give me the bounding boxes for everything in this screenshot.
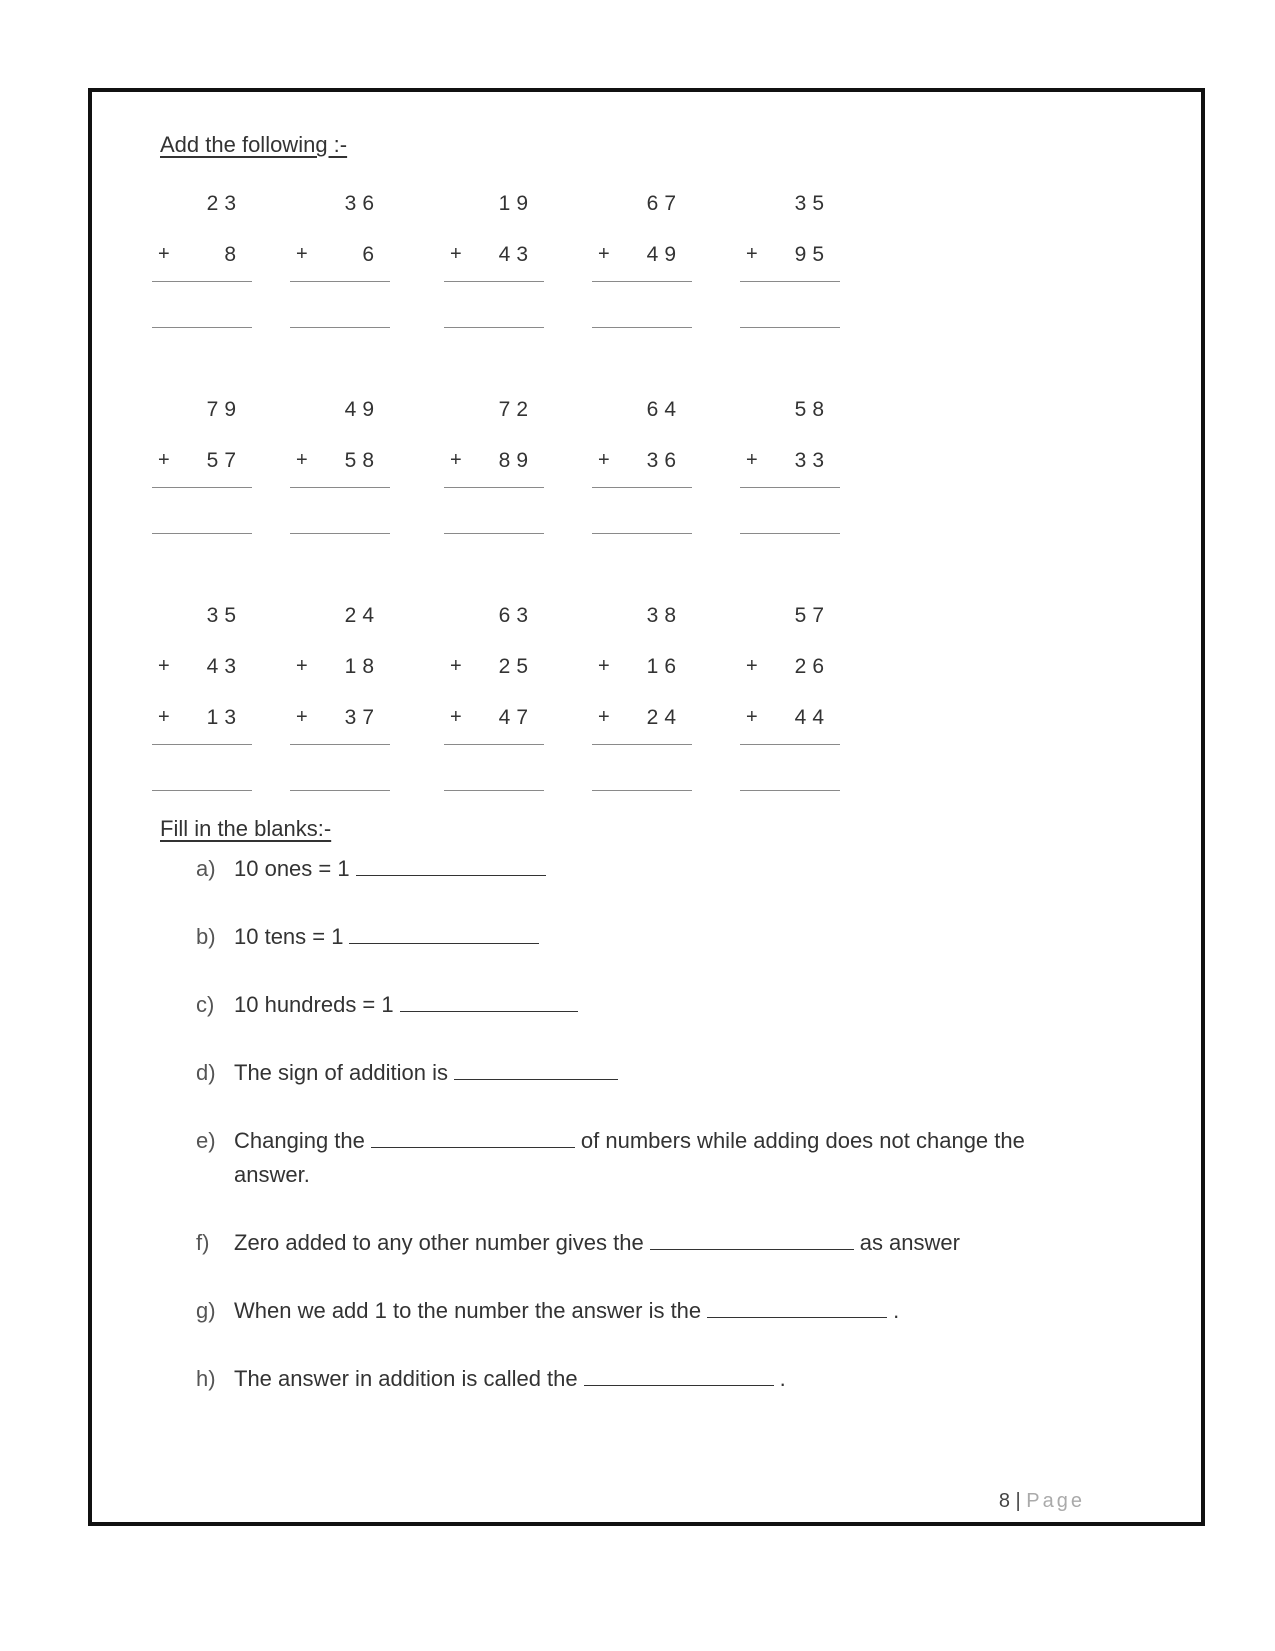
addend: 95 — [794, 243, 830, 266]
item-letter: e) — [196, 1128, 216, 1153]
sum-rule — [152, 281, 252, 282]
addend: 57 — [206, 449, 242, 472]
add-heading: Add the following :- — [160, 132, 348, 157]
addend: 19 — [498, 192, 534, 215]
addend: 57 — [794, 604, 830, 627]
item-text: The sign of addition is — [234, 1060, 449, 1085]
sum-rule — [290, 744, 390, 745]
fill-heading: Fill in the blanks:- — [160, 816, 332, 841]
fill-blank-item — [196, 856, 552, 882]
addition-problem — [152, 192, 262, 392]
fill-blank-item — [196, 1128, 1025, 1154]
answer-line[interactable] — [740, 327, 840, 328]
addend: 35 — [794, 192, 830, 215]
sum-rule — [592, 744, 692, 745]
addend: 33 — [794, 449, 830, 472]
addend: 23 — [206, 192, 242, 215]
addition-problem — [152, 604, 262, 804]
addition-problem — [290, 192, 400, 392]
addition-problem — [592, 398, 702, 598]
addend: 44 — [794, 706, 830, 729]
answer-line[interactable] — [444, 790, 544, 791]
addend: 36 — [646, 449, 682, 472]
addition-problem — [592, 604, 702, 804]
addition-problem — [152, 398, 262, 598]
blank-line[interactable] — [454, 1061, 618, 1080]
item-letter: c) — [196, 992, 215, 1017]
page-word: Page — [1026, 1490, 1085, 1512]
page-separator: | — [1015, 1490, 1021, 1512]
addend: 79 — [206, 398, 242, 421]
answer-line[interactable] — [592, 790, 692, 791]
answer-line[interactable] — [740, 790, 840, 791]
blank-line[interactable] — [584, 1367, 774, 1386]
blank-line[interactable] — [349, 925, 539, 944]
item-letter: d) — [196, 1060, 216, 1085]
addition-problem — [592, 192, 702, 392]
addend: 43 — [498, 243, 534, 266]
blank-line[interactable] — [650, 1231, 854, 1250]
addition-problem — [740, 192, 850, 392]
answer-line[interactable] — [152, 533, 252, 534]
sum-rule — [444, 281, 544, 282]
plus-sign: + — [450, 655, 462, 677]
fill-blank-item — [196, 1298, 899, 1324]
addend: 67 — [646, 192, 682, 215]
plus-sign: + — [598, 243, 610, 265]
sum-rule — [290, 281, 390, 282]
fill-blank-item — [196, 924, 545, 950]
item-text: The answer in addition is called the — [234, 1366, 578, 1391]
plus-sign: + — [296, 243, 308, 265]
item-letter: a) — [196, 856, 216, 881]
item-letter: b) — [196, 924, 216, 949]
plus-sign: + — [158, 706, 170, 728]
plus-sign: + — [158, 449, 170, 471]
plus-sign: + — [450, 706, 462, 728]
answer-line[interactable] — [290, 790, 390, 791]
plus-sign: + — [598, 449, 610, 471]
addition-problem — [740, 604, 850, 804]
plus-sign: + — [296, 706, 308, 728]
item-text: Zero added to any other number gives the — [234, 1230, 644, 1255]
addend: 37 — [344, 706, 380, 729]
addend: 38 — [646, 604, 682, 627]
addend: 6 — [362, 243, 380, 266]
answer-line[interactable] — [444, 327, 544, 328]
addend: 18 — [344, 655, 380, 678]
sum-rule — [290, 487, 390, 488]
answer-line[interactable] — [592, 533, 692, 534]
item-letter: f) — [196, 1230, 210, 1255]
plus-sign: + — [296, 655, 308, 677]
page-number: 8 — [998, 1490, 1010, 1512]
answer-line[interactable] — [152, 327, 252, 328]
addend: 26 — [794, 655, 830, 678]
sum-rule — [740, 281, 840, 282]
plus-sign: + — [598, 655, 610, 677]
addition-problem — [444, 192, 554, 392]
sum-rule — [740, 744, 840, 745]
addition-problem — [444, 604, 554, 804]
addend: 24 — [344, 604, 380, 627]
answer-line[interactable] — [290, 327, 390, 328]
plus-sign: + — [296, 449, 308, 471]
plus-sign: + — [598, 706, 610, 728]
blank-line[interactable] — [356, 857, 546, 876]
addend: 24 — [646, 706, 682, 729]
item-text-after: . — [779, 1366, 786, 1391]
answer-line[interactable] — [152, 790, 252, 791]
addend: 47 — [498, 706, 534, 729]
plus-sign: + — [450, 243, 462, 265]
addend: 58 — [344, 449, 380, 472]
item-text-after: of numbers while adding does not change the — [580, 1128, 1025, 1153]
answer-line[interactable] — [444, 533, 544, 534]
item-text-after: . — [893, 1298, 900, 1323]
plus-sign: + — [746, 655, 758, 677]
answer-line[interactable] — [290, 533, 390, 534]
item-text: 10 tens = 1 — [234, 924, 344, 949]
item-text: 10 ones = 1 — [234, 856, 350, 881]
item-text: When we add 1 to the number the answer is the — [234, 1298, 702, 1323]
item-letter: h) — [196, 1366, 216, 1391]
blank-line[interactable] — [371, 1129, 575, 1148]
addend: 72 — [498, 398, 534, 421]
page-footer — [999, 1490, 1085, 1513]
plus-sign: + — [158, 243, 170, 265]
addend: 89 — [498, 449, 534, 472]
addition-problem — [444, 398, 554, 598]
plus-sign: + — [450, 449, 462, 471]
plus-sign: + — [746, 706, 758, 728]
addend: 25 — [498, 655, 534, 678]
blank-line[interactable] — [400, 993, 578, 1012]
fill-blank-item — [196, 1366, 786, 1392]
sum-rule — [444, 487, 544, 488]
addend: 8 — [224, 243, 242, 266]
sum-rule — [740, 487, 840, 488]
plus-sign: + — [746, 243, 758, 265]
item-text: Changing the — [234, 1128, 365, 1153]
fill-blank-item — [196, 1060, 624, 1086]
fill-blank-item — [196, 1230, 960, 1256]
addend: 49 — [646, 243, 682, 266]
item-continuation: answer. — [234, 1162, 310, 1187]
sum-rule — [444, 744, 544, 745]
answer-line[interactable] — [592, 327, 692, 328]
item-text-after: as answer — [859, 1230, 960, 1255]
addition-problem — [290, 604, 400, 804]
plus-sign: + — [158, 655, 170, 677]
addition-problem — [290, 398, 400, 598]
addend: 13 — [206, 706, 242, 729]
sum-rule — [592, 281, 692, 282]
sum-rule — [152, 744, 252, 745]
sum-rule — [152, 487, 252, 488]
addend: 64 — [646, 398, 682, 421]
blank-line[interactable] — [707, 1299, 887, 1318]
addend: 36 — [344, 192, 380, 215]
item-text: 10 hundreds = 1 — [234, 992, 394, 1017]
addend: 49 — [344, 398, 380, 421]
fill-blank-item — [196, 992, 584, 1018]
sum-rule — [592, 487, 692, 488]
plus-sign: + — [746, 449, 758, 471]
addend: 58 — [794, 398, 830, 421]
item-letter: g) — [196, 1298, 216, 1323]
addend: 63 — [498, 604, 534, 627]
answer-line[interactable] — [740, 533, 840, 534]
addend: 16 — [646, 655, 682, 678]
addend: 35 — [206, 604, 242, 627]
addend: 43 — [206, 655, 242, 678]
addition-problem — [740, 398, 850, 598]
